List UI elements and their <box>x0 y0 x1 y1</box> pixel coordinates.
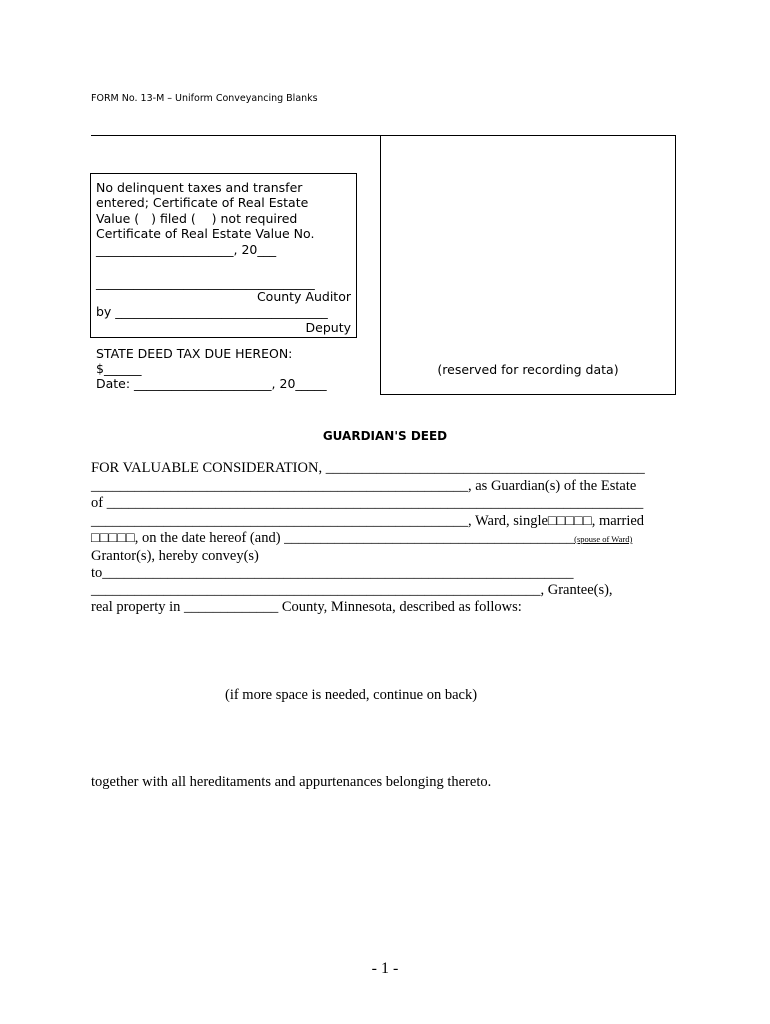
spouse-line-text: □□□□□, on the date hereof (and) ________________________________________ <box>91 530 575 546</box>
ward-line: ____________________________________________________, Ward, single□□□□□, married <box>91 513 645 529</box>
deed-tax-amount: $______ <box>96 361 142 376</box>
estate-line: of __________________________________________________________________________ <box>91 495 644 511</box>
form-label: FORM No. 13-M – Uniform Conveyancing Blanks <box>91 93 318 104</box>
auditor-line-4: Certificate of Real Estate Value No. <box>96 226 315 241</box>
grantor-line: Grantor(s), hereby convey(s) <box>91 548 259 564</box>
auditor-signature-line: ___________________________________ <box>96 275 315 290</box>
real-property-line: real property in _____________ County, Minnesota, described as follows: <box>91 599 522 615</box>
auditor-line-5: ______________________, 20___ <box>96 242 277 257</box>
deed-title: GUARDIAN'S DEED <box>322 429 448 443</box>
hereditaments-line: together with all hereditaments and appurtenances belonging thereto. <box>91 774 492 790</box>
page-number: - 1 - <box>371 960 399 977</box>
deputy-by-line: by __________________________________ <box>96 304 328 319</box>
top-rule <box>91 135 381 136</box>
county-auditor-label: County Auditor <box>256 289 351 304</box>
spouse-line <box>91 529 632 548</box>
recording-data-box <box>380 135 676 395</box>
consideration-line: FOR VALUABLE CONSIDERATION, ____________________________________________ <box>91 460 645 476</box>
recording-data-label: (reserved for recording data) <box>437 362 619 377</box>
auditor-line-3: Value ( ) filed ( ) not required <box>96 211 298 226</box>
to-line: to_________________________________________________________________ <box>91 565 574 581</box>
deed-tax-heading: STATE DEED TAX DUE HEREON: <box>96 346 293 361</box>
deputy-label: Deputy <box>305 320 351 335</box>
more-space-note: (if more space is needed, continue on back) <box>225 687 478 703</box>
grantee-line: ______________________________________________________________, Grantee(s), <box>91 582 613 598</box>
auditor-line-1: No delinquent taxes and transfer <box>96 180 303 195</box>
spouse-of-ward-caption: (spouse of Ward) <box>574 534 633 544</box>
guardian-line: ____________________________________________________, as Guardian(s) of the Estate <box>91 478 637 494</box>
auditor-line-2: entered; Certificate of Real Estate <box>96 195 309 210</box>
deed-tax-date: Date: ______________________, 20_____ <box>96 376 327 391</box>
